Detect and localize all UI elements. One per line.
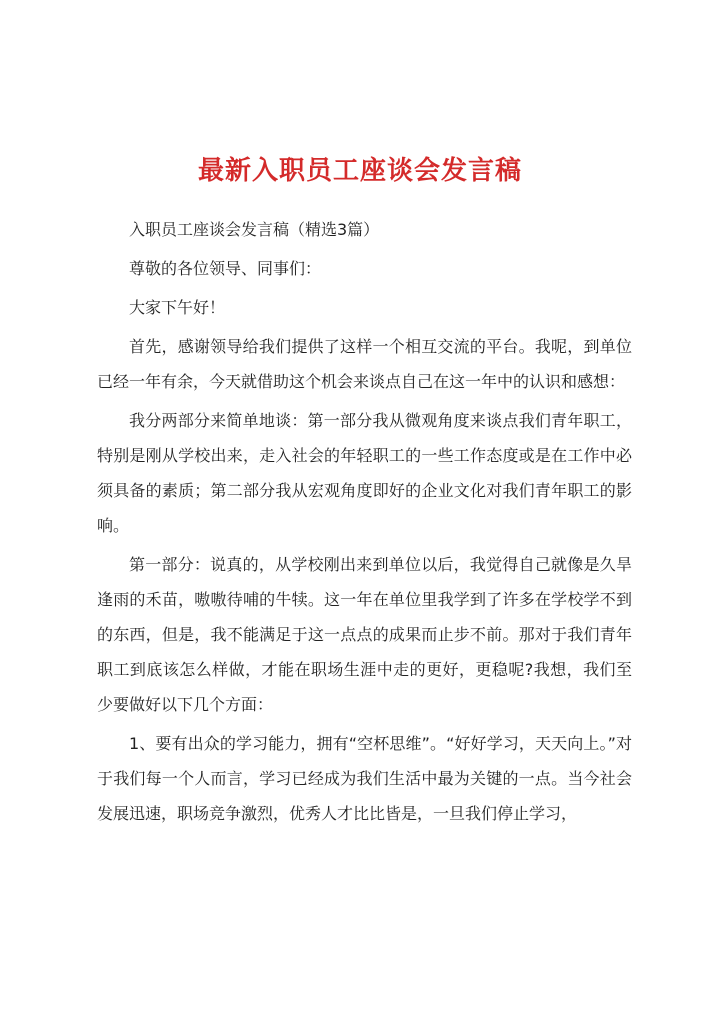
paragraph-subtitle: 入职员工座谈会发言稿（精选3篇） — [129, 220, 380, 239]
paragraph-point-one: 1、要有出众的学习能力，拥有“空杯思维”。“好好学习，天天向上。”对于我们每一个人而言，学习已经成为我们生活中最为关键的一点。当今社会发展迅速，职场竞争激烈，优秀人才比比皆是，一旦我们停止学习， — [97, 734, 632, 823]
paragraph-greeting: 大家下午好！ — [129, 298, 226, 317]
paragraph-salutation: 尊敬的各位领导、同事们： — [129, 259, 322, 278]
paragraph-outline: 我分两部分来简单地谈：第一部分我从微观角度来谈点我们青年职工，特别是刚从学校出来，走入社会的年轻职工的一些工作态度或是在工作中必须具备的素质；第二部分我从宏观角度即好的企业文化对我们青年职工的影响。 — [97, 411, 632, 535]
paragraph-intro: 首先，感谢领导给我们提供了这样一个相互交流的平台。我呢，到单位已经一年有余，今天就借助这个机会来谈点自己在这一年中的认识和感想： — [97, 337, 632, 391]
paragraph-part-one: 第一部分：说真的，从学校刚出来到单位以后，我觉得自己就像是久旱逢雨的禾苗，嗷嗷待哺的牛犊。这一年在单位里我学到了许多在学校学不到的东西，但是，我不能满足于这一点点的成果而止步不前。那对于我们青年职工到底该怎么样做，才能在职场生涯中走的更好，更稳呢?我想，我们至少要做好以下几个方面： — [97, 555, 632, 714]
document-body — [97, 212, 632, 835]
document-title: 最新入职员工座谈会发言稿 — [197, 156, 522, 186]
